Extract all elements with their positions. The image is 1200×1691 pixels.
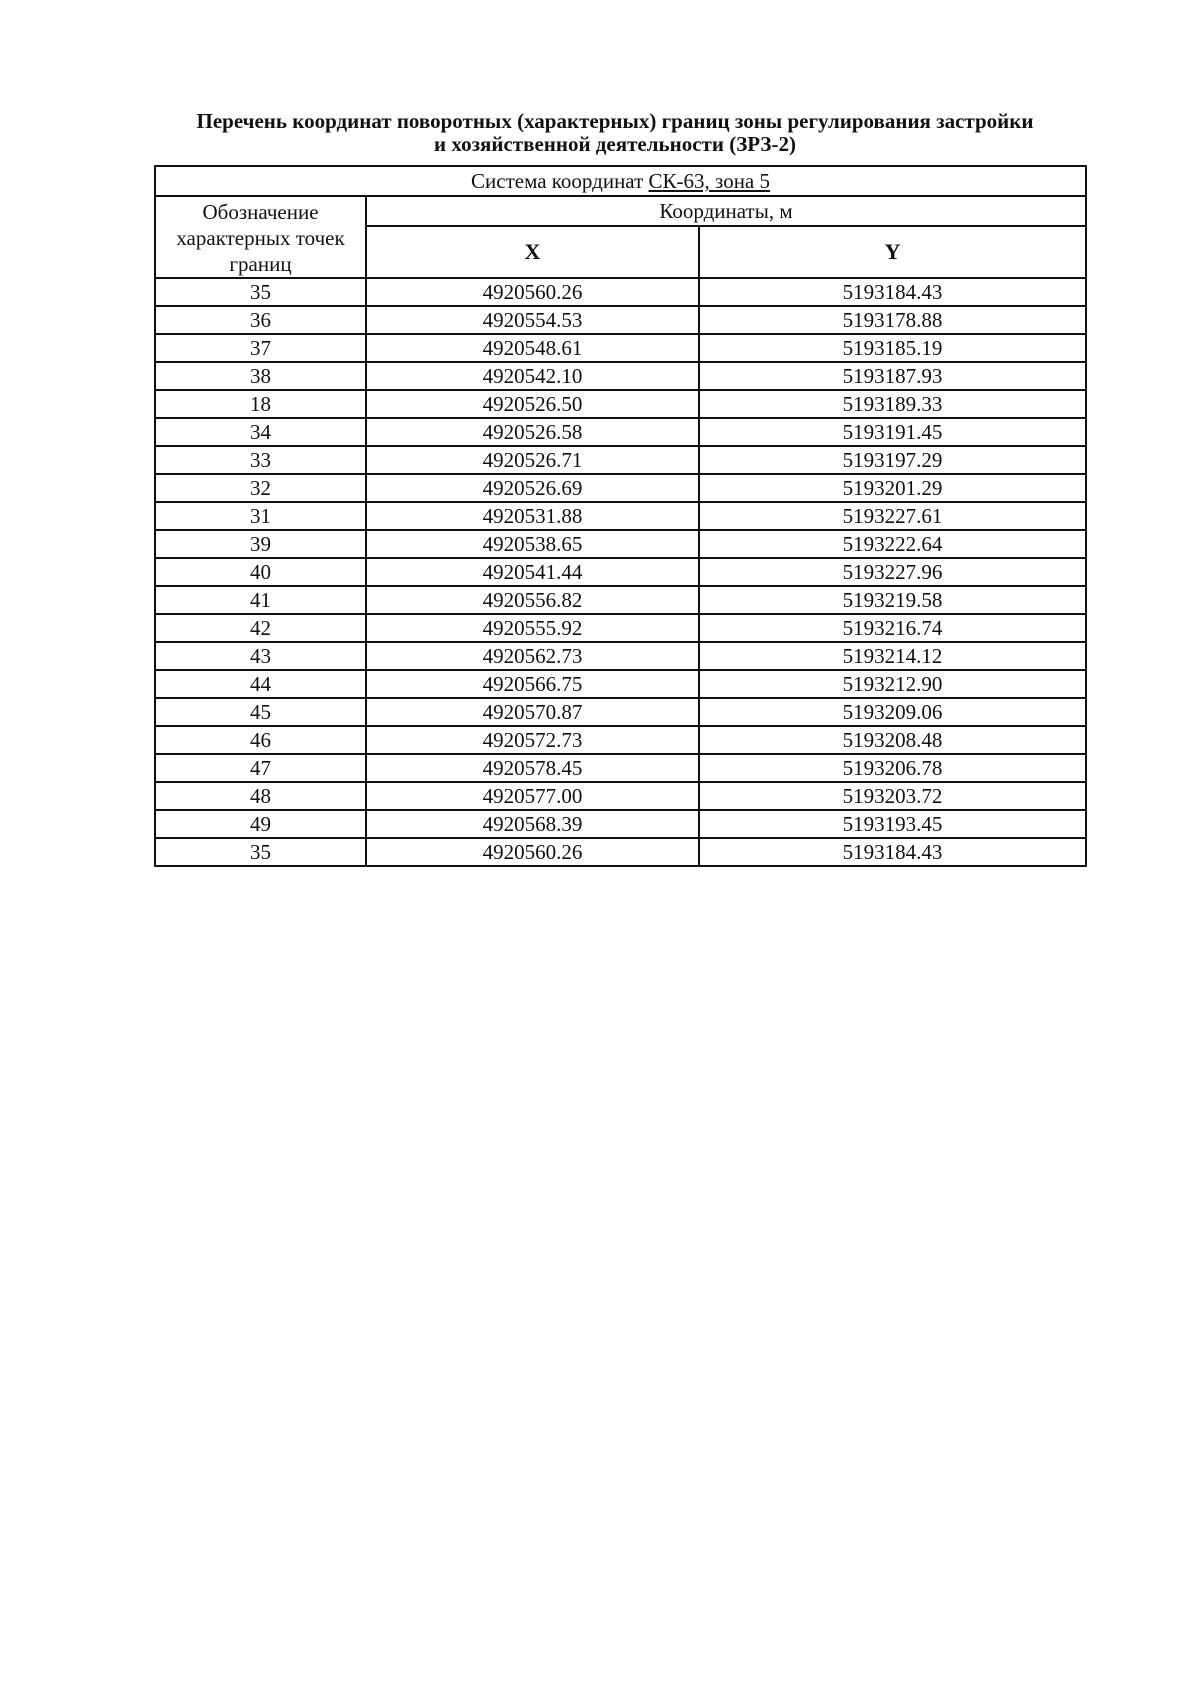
table-row — [155, 586, 1086, 614]
table-row — [155, 810, 1086, 838]
x-cell: 4920562.73 — [366, 642, 699, 670]
x-cell: 4920548.61 — [366, 334, 699, 362]
y-cell: 5193187.93 — [699, 362, 1086, 390]
y-header: Y — [699, 226, 1086, 278]
y-cell: 5193227.96 — [699, 558, 1086, 586]
x-cell: 4920568.39 — [366, 810, 699, 838]
x-cell: 4920526.71 — [366, 446, 699, 474]
x-cell: 4920531.88 — [366, 502, 699, 530]
x-cell: 4920578.45 — [366, 754, 699, 782]
point-cell: 35 — [155, 278, 366, 306]
table-row — [155, 446, 1086, 474]
y-cell: 5193216.74 — [699, 614, 1086, 642]
x-cell: 4920526.69 — [366, 474, 699, 502]
y-cell: 5193208.48 — [699, 726, 1086, 754]
point-cell: 46 — [155, 726, 366, 754]
table-row — [155, 390, 1086, 418]
title-line-2: и хозяйственной деятельности (ЗРЗ-2) — [434, 132, 796, 156]
table-row — [155, 362, 1086, 390]
x-cell: 4920541.44 — [366, 558, 699, 586]
x-cell: 4920555.92 — [366, 614, 699, 642]
point-cell: 34 — [155, 418, 366, 446]
coordinate-system-cell — [155, 166, 1086, 196]
table-row — [155, 502, 1086, 530]
x-cell: 4920560.26 — [366, 838, 699, 866]
point-cell: 32 — [155, 474, 366, 502]
table-row — [155, 670, 1086, 698]
y-cell: 5193222.64 — [699, 530, 1086, 558]
table-row — [155, 726, 1086, 754]
x-header: X — [366, 226, 699, 278]
point-cell: 35 — [155, 838, 366, 866]
y-cell: 5193209.06 — [699, 698, 1086, 726]
x-cell: 4920526.50 — [366, 390, 699, 418]
point-cell: 33 — [155, 446, 366, 474]
point-cell: 40 — [155, 558, 366, 586]
x-cell: 4920538.65 — [366, 530, 699, 558]
table-row — [155, 474, 1086, 502]
y-cell: 5193189.33 — [699, 390, 1086, 418]
title-line-1: Перечень координат поворотных (характерных) границ зоны регулирования застройки — [196, 109, 1034, 133]
point-cell: 31 — [155, 502, 366, 530]
x-cell: 4920566.75 — [366, 670, 699, 698]
table-row — [155, 698, 1086, 726]
y-cell: 5193184.43 — [699, 838, 1086, 866]
point-designation-header: Обозначение характерных точек границ — [155, 196, 366, 278]
point-cell: 47 — [155, 754, 366, 782]
table-row — [155, 334, 1086, 362]
coordinates-header: Координаты, м — [366, 196, 1086, 226]
y-cell: 5193206.78 — [699, 754, 1086, 782]
y-cell: 5193191.45 — [699, 418, 1086, 446]
point-cell: 49 — [155, 810, 366, 838]
point-cell: 43 — [155, 642, 366, 670]
point-cell: 36 — [155, 306, 366, 334]
table-row — [155, 838, 1086, 866]
table-row — [155, 558, 1086, 586]
x-cell: 4920572.73 — [366, 726, 699, 754]
y-cell: 5193193.45 — [699, 810, 1086, 838]
coordinate-system-row — [155, 166, 1086, 196]
coordinate-system-name: СК-63, зона 5 — [648, 169, 771, 193]
x-cell: 4920560.26 — [366, 278, 699, 306]
table-row — [155, 782, 1086, 810]
header-row-1 — [155, 196, 1086, 226]
y-cell: 5193185.19 — [699, 334, 1086, 362]
x-cell: 4920542.10 — [366, 362, 699, 390]
table-row — [155, 306, 1086, 334]
y-cell: 5193201.29 — [699, 474, 1086, 502]
x-cell: 4920570.87 — [366, 698, 699, 726]
point-cell: 44 — [155, 670, 366, 698]
y-cell: 5193184.43 — [699, 278, 1086, 306]
y-cell: 5193212.90 — [699, 670, 1086, 698]
point-cell: 37 — [155, 334, 366, 362]
table-row — [155, 614, 1086, 642]
point-cell: 42 — [155, 614, 366, 642]
x-cell: 4920526.58 — [366, 418, 699, 446]
table-row — [155, 530, 1086, 558]
point-cell: 18 — [155, 390, 366, 418]
y-cell: 5193227.61 — [699, 502, 1086, 530]
y-cell: 5193203.72 — [699, 782, 1086, 810]
table-row — [155, 642, 1086, 670]
x-cell: 4920554.53 — [366, 306, 699, 334]
table-row — [155, 418, 1086, 446]
x-cell: 4920556.82 — [366, 586, 699, 614]
y-cell: 5193219.58 — [699, 586, 1086, 614]
table-body — [155, 278, 1086, 866]
coordinates-table — [154, 165, 1087, 867]
x-cell: 4920577.00 — [366, 782, 699, 810]
point-cell: 39 — [155, 530, 366, 558]
document-title — [100, 110, 1130, 156]
coordinate-system-prefix: Система координат — [471, 169, 649, 193]
point-cell: 45 — [155, 698, 366, 726]
table-row — [155, 278, 1086, 306]
y-cell: 5193178.88 — [699, 306, 1086, 334]
y-cell: 5193197.29 — [699, 446, 1086, 474]
point-cell: 38 — [155, 362, 366, 390]
point-cell: 41 — [155, 586, 366, 614]
y-cell: 5193214.12 — [699, 642, 1086, 670]
table-row — [155, 754, 1086, 782]
point-cell: 48 — [155, 782, 366, 810]
